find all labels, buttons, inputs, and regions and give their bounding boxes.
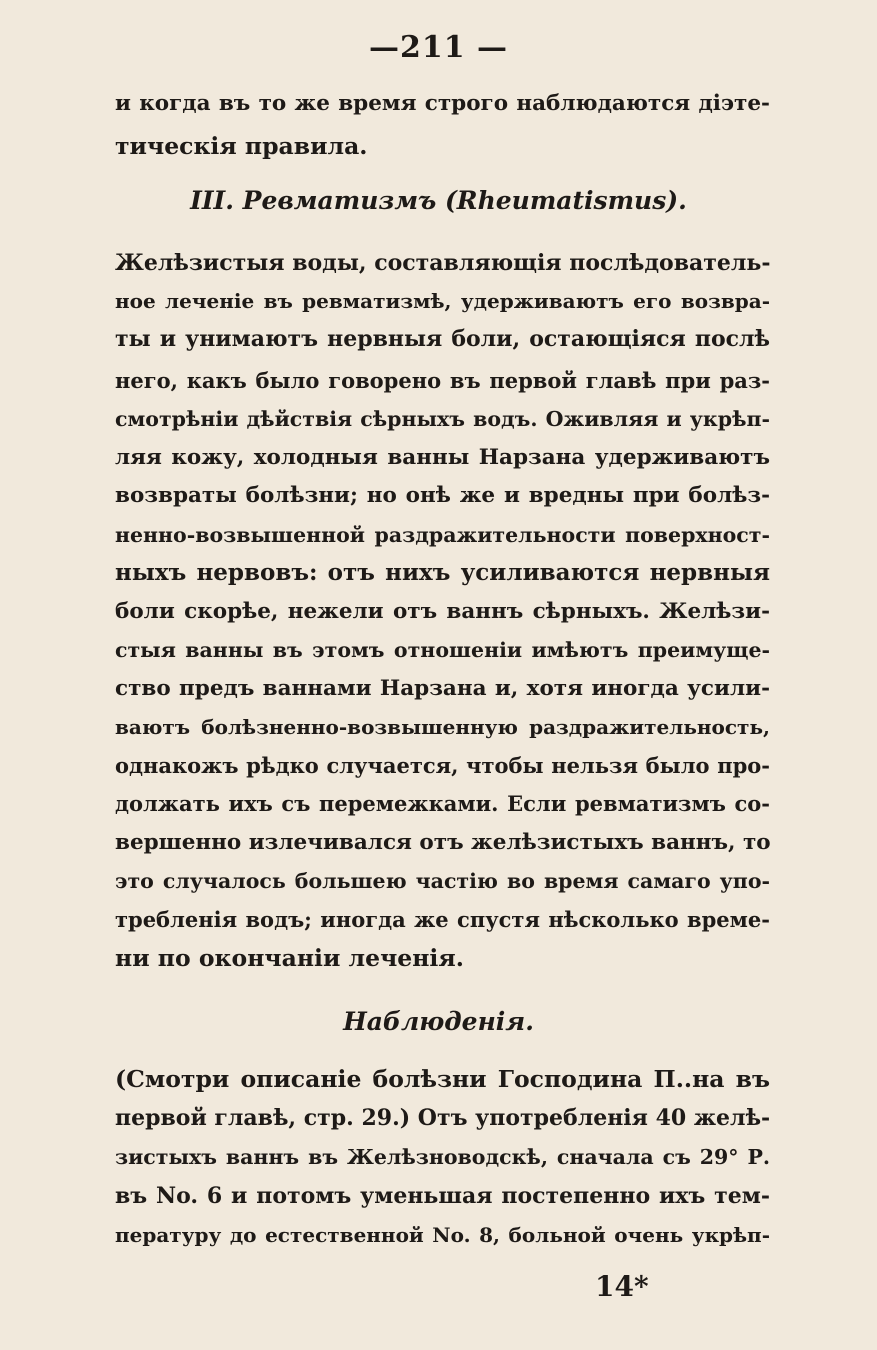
text-line: стыя ванны въ этомъ отношеніи имѣютъ преимуще-: [115, 638, 770, 662]
text-line: это случалось большею частію во время самаго упо-: [115, 869, 770, 893]
text-line: ни по окончаніи леченія.: [115, 944, 464, 972]
text-line: Желѣзистыя воды, составляющія послѣдователь-: [115, 250, 771, 276]
text-line: и когда въ то же время строго наблюдаются діэте-: [115, 91, 770, 116]
text-line: пературу до естественной No. 8, больной очень укрѣп-: [115, 1223, 770, 1247]
text-line: ное леченіе въ ревматизмѣ, удерживаютъ его возвра-: [115, 289, 770, 313]
text-line: боли скорѣе, нежели отъ ваннъ сѣрныхъ. Желѣзи-: [115, 599, 770, 624]
text-line: зистыхъ ваннъ въ Желѣзноводскѣ, сначала съ 29° Р.: [115, 1145, 770, 1169]
text-line: смотрѣніи дѣйствія сѣрныхъ водъ. Оживляя и укрѣп-: [115, 407, 770, 431]
signature-mark: 14*: [595, 1270, 649, 1303]
text-line: тическія правила.: [115, 132, 368, 160]
section-heading: III. Ревматизмъ (Rheumatismus).: [190, 186, 687, 215]
text-line: должать ихъ съ перемежками. Если ревматизмъ со-: [115, 791, 770, 816]
text-line: ваютъ болѣзненно-возвышенную раздражительность,: [115, 715, 770, 739]
text-line: первой главѣ, стр. 29.) Отъ употребленія 40 желѣ-: [115, 1105, 771, 1131]
text-line: ляя кожу, холодныя ванны Нарзана удерживаютъ: [115, 445, 770, 470]
text-line: вершенно излечивался отъ желѣзистыхъ ваннъ, то: [115, 830, 771, 855]
page-number-header: —211 —: [368, 30, 509, 65]
text-line: однакожъ рѣдко случается, чтобы нельзя было про-: [115, 753, 770, 778]
text-line: ство предъ ваннами Нарзана и, хотя иногда усили-: [115, 676, 770, 701]
text-line: него, какъ было говорено въ первой главѣ при раз-: [115, 368, 770, 393]
text-line: ты и унимаютъ нервныя боли, остающіяся послѣ: [115, 326, 770, 352]
text-line: требленія водъ; иногда же спустя нѣсколько време-: [115, 907, 770, 932]
text-line: (Смотри описаніе болѣзни Господина П..на въ: [115, 1065, 770, 1093]
text-line: возвраты болѣзни; но онѣ же и вредны при болѣз-: [115, 483, 770, 508]
text-line: въ No. 6 и потомъ уменьшая постепенно ихъ тем-: [115, 1183, 770, 1209]
observations-heading: Наблюденія.: [343, 1007, 534, 1036]
text-line: ныхъ нервовъ: отъ нихъ усиливаются нервныя: [115, 559, 770, 586]
text-line: ненно-возвышенной раздражительности поверхност-: [115, 523, 770, 547]
